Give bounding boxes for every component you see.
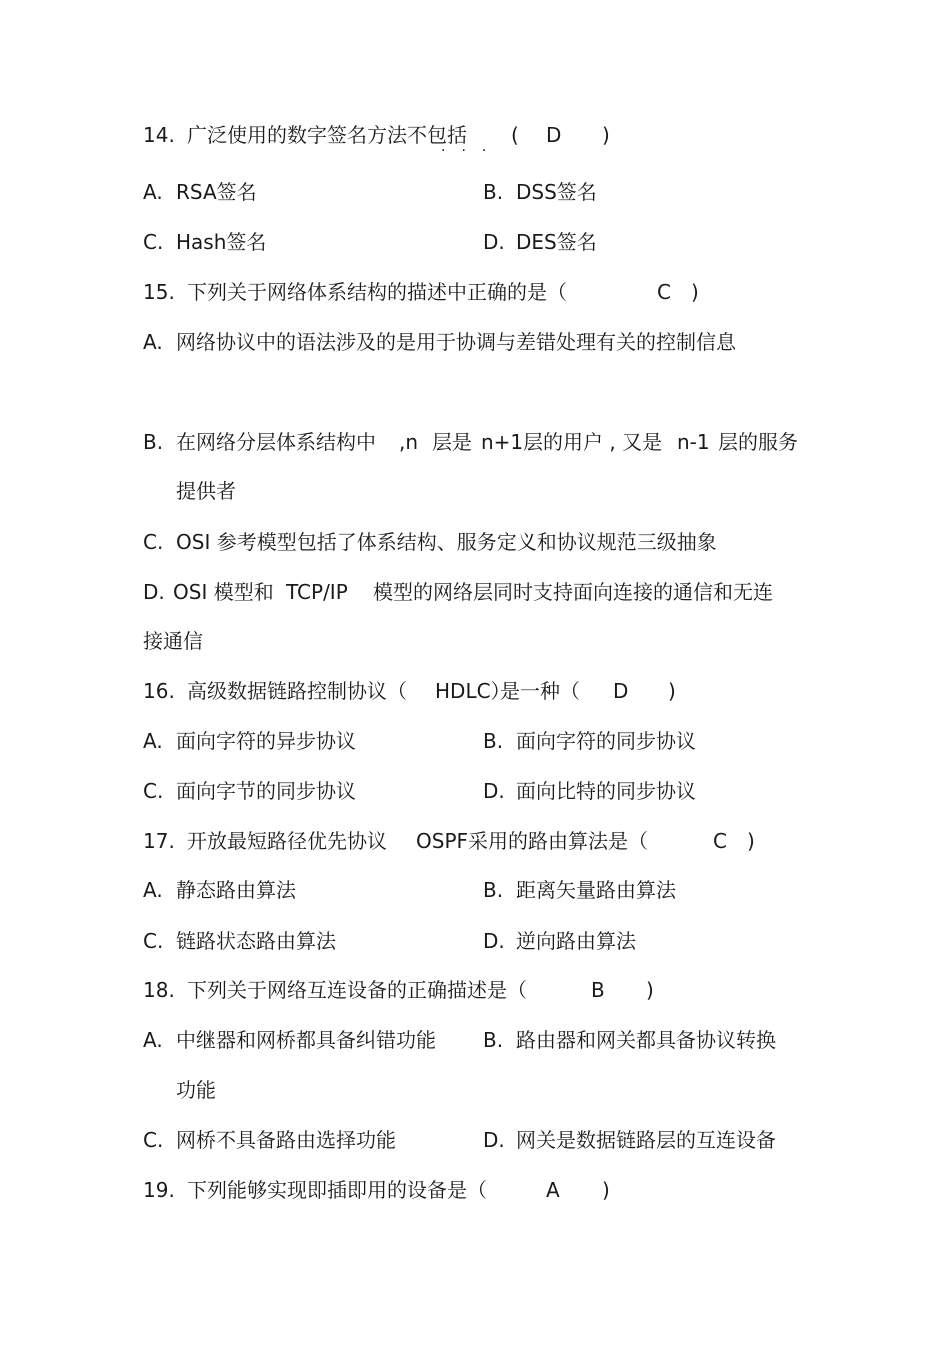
question-text: 广泛使用的数字签名方法不包括 <box>187 123 467 147</box>
option-c-text: OSI 参考模型包括了体系结构、服务定义和协议规范三级抽象 <box>176 530 717 554</box>
option-a-label: A. <box>143 878 163 902</box>
option-b-text: 层是 <box>432 430 472 454</box>
option-b-text: 层的服务 <box>718 430 798 454</box>
option-b-text: 距离矢量路由算法 <box>516 878 676 902</box>
question-number: 18. <box>143 978 175 1002</box>
open-paren: ( <box>511 123 519 147</box>
option-a-text: 网络协议中的语法涉及的是用于协调与差错处理有关的控制信息 <box>176 330 736 354</box>
option-c-label: C. <box>143 530 164 554</box>
option-c-label: C. <box>143 779 164 803</box>
answer: C <box>657 280 671 304</box>
option-b-text: ,n <box>399 430 419 454</box>
option-a-label: A. <box>143 729 163 753</box>
option-a-text: RSA签名 <box>176 180 257 204</box>
question-number: 15. <box>143 280 175 304</box>
option-b-label: B. <box>483 878 504 902</box>
option-c-text: 网桥不具备路由选择功能 <box>176 1128 396 1152</box>
option-c-label: C. <box>143 1128 164 1152</box>
option-d-text: TCP/IP <box>286 580 348 604</box>
question-number: 17. <box>143 829 175 853</box>
answer: C <box>713 829 727 853</box>
close-paren: ) <box>646 978 654 1002</box>
option-c-text: Hash签名 <box>176 230 267 254</box>
option-c-text: 链路状态路由算法 <box>176 929 336 953</box>
option-d-text: 接通信 <box>143 629 203 653</box>
option-d-label: D. <box>143 580 165 604</box>
close-paren: ) <box>668 679 676 703</box>
question-text: 下列关于网络体系结构的描述中正确的是（ <box>187 280 567 304</box>
answer: A <box>546 1178 560 1202</box>
option-b-text: 在网络分层体系结构中 <box>176 430 376 454</box>
option-d-label: D. <box>483 779 505 803</box>
option-d-text: 逆向路由算法 <box>516 929 636 953</box>
question-text: HDLC） <box>435 679 511 703</box>
answer: D <box>613 679 629 703</box>
option-a-text: 中继器和网桥都具备纠错功能 <box>176 1028 436 1052</box>
option-d-label: D. <box>483 230 505 254</box>
option-a-text: 静态路由算法 <box>176 878 296 902</box>
option-a-label: A. <box>143 1028 163 1052</box>
option-b-label: B. <box>483 180 504 204</box>
option-a-text: 面向字符的异步协议 <box>176 729 356 753</box>
option-b-text: n-1 <box>677 430 710 454</box>
answer: B <box>591 978 605 1002</box>
question-number: 19. <box>143 1178 175 1202</box>
option-b-label: B. <box>483 729 504 753</box>
option-d-text: 网关是数据链路层的互连设备 <box>516 1128 776 1152</box>
option-d-text: DES签名 <box>516 230 597 254</box>
emphasis-dots: ... <box>441 139 503 155</box>
option-b-label: B. <box>143 430 164 454</box>
close-paren: ) <box>747 829 755 853</box>
option-a-text: 功能 <box>176 1078 216 1102</box>
option-a-label: A. <box>143 180 163 204</box>
option-b-label: B. <box>483 1028 504 1052</box>
option-a-label: A. <box>143 330 163 354</box>
question-text: OSPF <box>416 829 469 853</box>
option-d-label: D. <box>483 929 505 953</box>
close-paren: ) <box>691 280 699 304</box>
question-number: 16. <box>143 679 175 703</box>
option-b-text: DSS签名 <box>516 180 597 204</box>
question-text: 开放最短路径优先协议 <box>187 829 387 853</box>
question-text: 是一种（ <box>500 679 580 703</box>
option-d-text: OSI 模型和 <box>173 580 274 604</box>
option-d-text: 模型的网络层同时支持面向连接的通信和无连 <box>373 580 773 604</box>
option-c-text: 面向字节的同步协议 <box>176 779 356 803</box>
option-b-text: 路由器和网关都具备协议转换 <box>516 1028 776 1052</box>
question-text: 高级数据链路控制协议（ <box>187 679 407 703</box>
option-b-text: 提供者 <box>176 479 236 503</box>
option-c-label: C. <box>143 929 164 953</box>
close-paren: ) <box>602 1178 610 1202</box>
option-b-text: 面向字符的同步协议 <box>516 729 696 753</box>
question-text: 下列能够实现即插即用的设备是（ <box>187 1178 487 1202</box>
close-paren: ) <box>602 123 610 147</box>
question-number: 14. <box>143 123 175 147</box>
option-d-label: D. <box>483 1128 505 1152</box>
answer: D <box>546 123 562 147</box>
question-text: 采用的路由算法是（ <box>468 829 648 853</box>
option-b-text: n+1 <box>481 430 524 454</box>
option-d-text: 面向比特的同步协议 <box>516 779 696 803</box>
option-b-text: 层的用户 , 又是 <box>523 430 663 454</box>
option-c-label: C. <box>143 230 164 254</box>
question-text: 下列关于网络互连设备的正确描述是（ <box>187 978 527 1002</box>
